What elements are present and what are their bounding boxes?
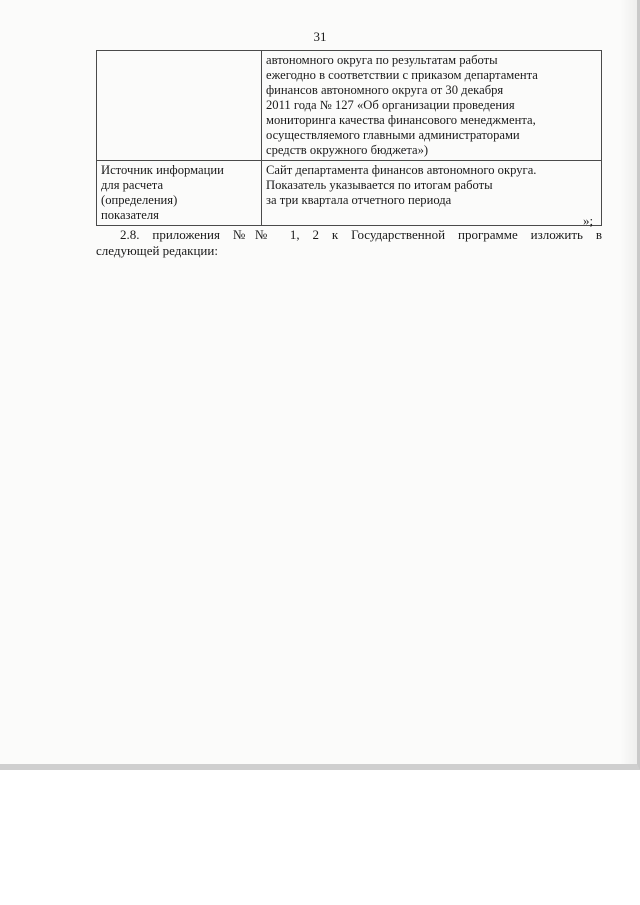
table-row — [97, 51, 602, 161]
table-cell-source-label — [97, 161, 262, 226]
text-line: Показатель указывается по итогам работы — [266, 178, 493, 192]
table-cell-source-value — [262, 161, 602, 226]
text-line: за три квартала отчетного периода — [266, 193, 452, 207]
paragraph-line: следующей редакции: — [96, 243, 218, 258]
table-cell-methodology — [262, 51, 602, 161]
page-number: 31 — [313, 29, 327, 44]
text-line: мониторинга качества финансового менеджмента, — [266, 113, 536, 127]
text-line: средств окружного бюджета») — [266, 143, 429, 157]
text-line: (определения) — [101, 193, 178, 207]
table-row — [97, 161, 602, 226]
text-line: ежегодно в соответствии с приказом департамента — [266, 68, 538, 82]
page-edge-shadow — [620, 0, 640, 770]
text-line: осуществляемого главными администраторами — [266, 128, 520, 142]
text-line: автономного округа по результатам работы — [266, 53, 498, 67]
table-cell-empty — [97, 51, 262, 161]
text-line: для расчета — [101, 178, 164, 192]
indicator-table — [96, 50, 602, 226]
text-line: Сайт департамента финансов автономного округа. — [266, 163, 537, 177]
text-line: показателя — [101, 208, 159, 222]
amendment-paragraph — [96, 227, 602, 259]
text-line: финансов автономного округа от 30 декабря — [266, 83, 504, 97]
closing-quote: »; — [583, 213, 594, 228]
text-line: Источник информации — [101, 163, 224, 177]
paragraph-line: 2.8. приложения №№ 1, 2 к Государственной программе изложить в — [120, 227, 602, 242]
text-line: 2011 года № 127 «Об организации проведения — [266, 98, 515, 112]
